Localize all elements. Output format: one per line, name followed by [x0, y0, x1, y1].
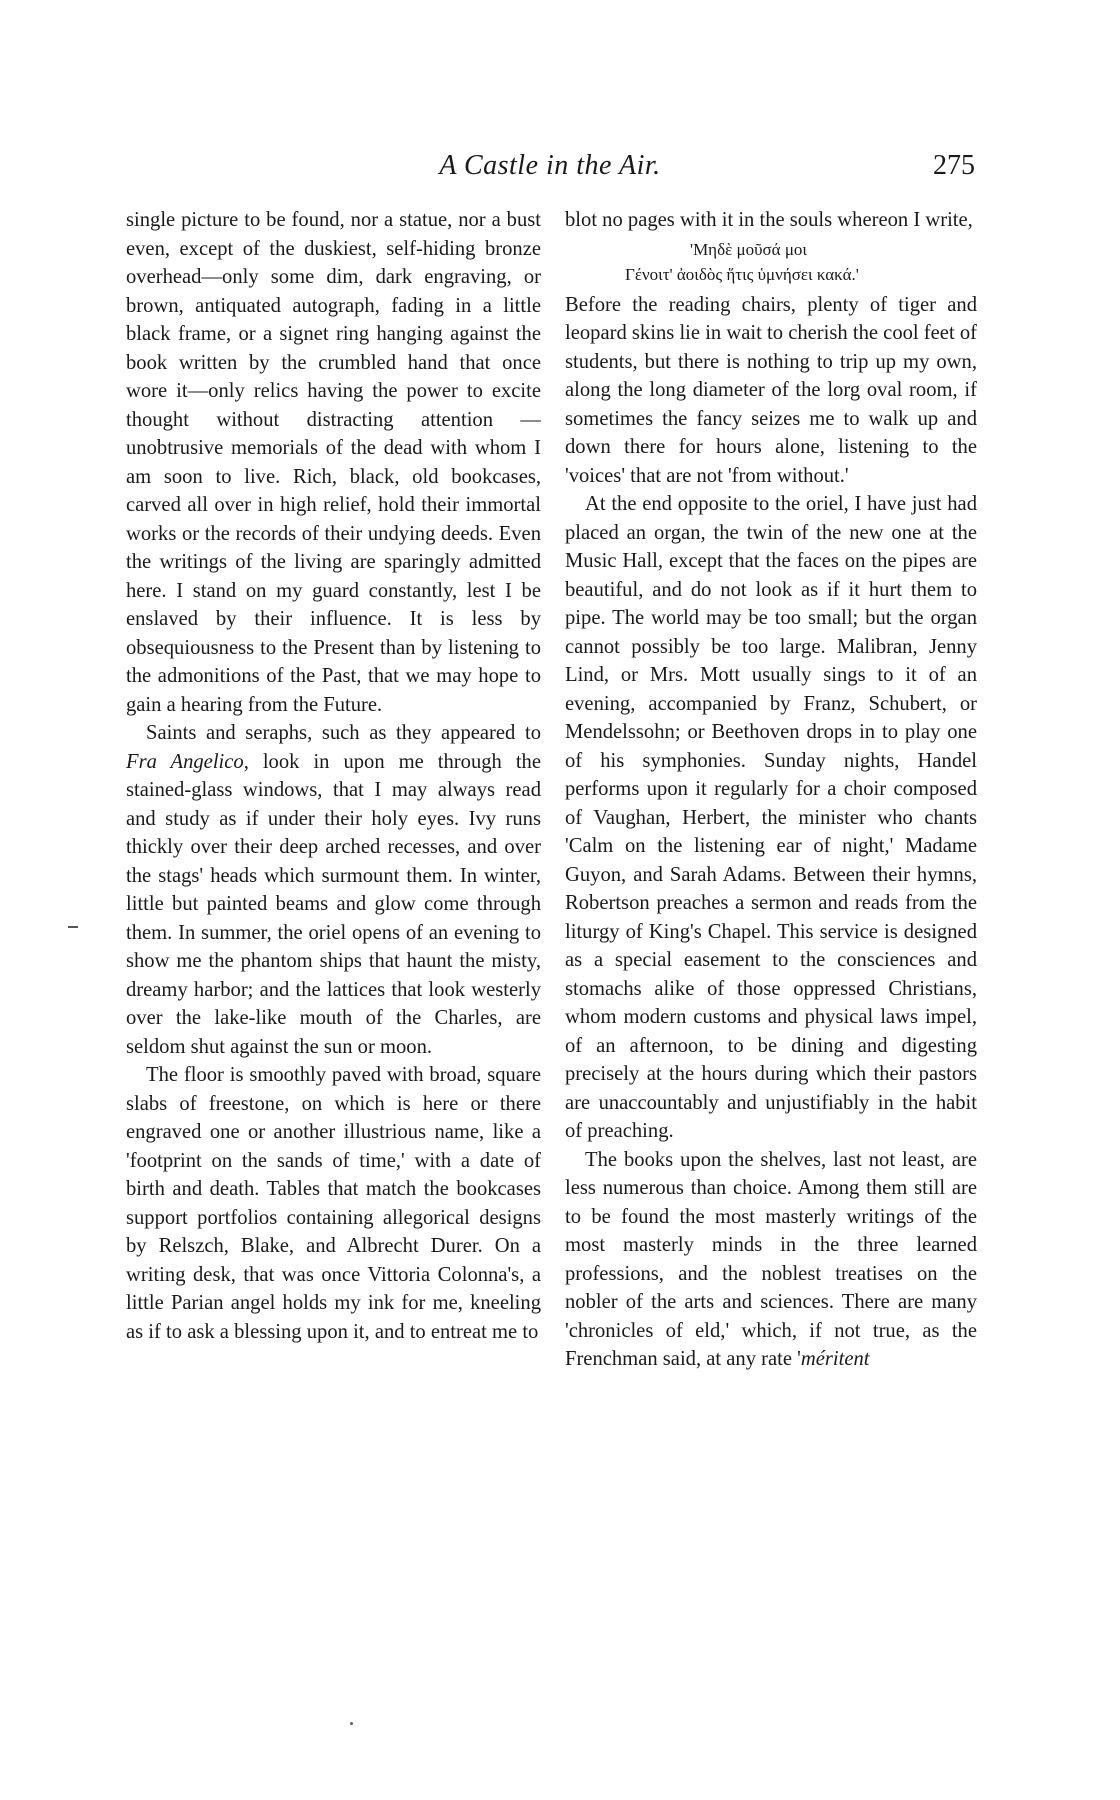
paragraph-text: The books upon the shelves, last not least, are less numerous than choice. Among them still are to be found the most masterly writings of the most masterly minds in the three learned professions, and the noblest treatises on the nobler of the arts and sciences. There are many 'chronicles of eld,' which, if not true, as the Frenchman said, at any rate '	[565, 1148, 977, 1370]
epigraph-line: 'Μηδὲ μοῦσά μοι	[690, 239, 808, 259]
left-column	[126, 206, 541, 1346]
epigraph-line: Γένοιτ' ἀοιδὸς ἥτις ὑμνήσει κακά.'	[625, 264, 859, 284]
paragraph-text: , look in upon me through the stained-glass windows, that I may always read and study as if under their holy eyes. Ivy runs thickly over their deep arched recesses, and over the stags' heads which surmount them. In winter, little but painted beams and glow come through them. In summer, the oriel opens of an evening to show me the phantom ships that haunt the misty, dreamy harbor; and the lattices that look westerly over the lake-like mouth of the Charles, are seldom shut against the sun or moon.	[126, 750, 541, 1058]
running-title: A Castle in the Air.	[439, 150, 661, 181]
paragraph: Before the reading chairs, plenty of tiger and leopard skins lie in wait to cherish the cool feet of students, but there is nothing to trip up my own, along the long diameter of the lorg oval room, if sometimes the fancy seizes me to walk up and down there for hours alone, listening to the 'voices' that are not 'from without.'	[565, 293, 977, 487]
paragraph	[565, 1146, 977, 1374]
margin-mark	[68, 926, 78, 928]
italic-text: Fra Angelico	[126, 750, 244, 773]
page-number: 275	[933, 150, 975, 181]
paragraph: The floor is smoothly paved with broad, square slabs of freestone, on which is here or there engraved one or another illustrious name, like a 'footprint on the sands of time,' with a date of birth and death. Tables that match the bookcases support portfolios containing allegorical designs by Relszch, Blake, and Albrecht Durer. On a writing desk, that was once Vittoria Colonna's, a little Parian angel holds my ink for me, kneeling as if to ask a blessing upon it, and to entreat me to	[126, 1064, 541, 1343]
paragraph: At the end opposite to the oriel, I have just had placed an organ, the twin of the new one at the Music Hall, except that the faces on the pipes are beautiful, and do not look as if it hurt them to pipe. The world may be too small; but the organ cannot possibly be too large. Malibran, Jenny Lind, or Mrs. Mott usually sings to it of an evening, accompanied by Franz, Schubert, or Mendelssohn; or Beethoven drops in to play one of his symphonies. Sunday nights, Handel performs upon it regularly for a choir composed of Vaughan, Herbert, the minister who chants 'Calm on the listening ear of night,' Madame Guyon, and Sarah Adams. Between their hymns, Robertson preaches a sermon and reads from the liturgy of King's Chapel. This service is designed as a special easement to the consciences and stomachs alike of those oppressed Christians, whom modern customs and physical laws impel, of an afternoon, to be dining and digesting precisely at the hours during which their pastors are unaccountably and unjustifiably in the habit of preaching.	[565, 493, 977, 1142]
italic-text: méritent	[800, 1348, 870, 1370]
paragraph-text: Saints and seraphs, such as they appeared to	[146, 722, 541, 744]
page-speck	[350, 1722, 353, 1725]
page-header	[125, 150, 975, 190]
greek-epigraph	[565, 237, 977, 287]
right-column	[565, 206, 977, 1374]
paragraph: single picture to be found, nor a statue, nor a bust even, except of the duskiest, self-hiding bronze overhead—only some dim, dark engraving, or brown, antiquated autograph, fading in a little black frame, or a signet ring hanging against the book written by the crumbled hand that once wore it—only relics having the power to excite thought without distracting attention —unobtrusive memorials of the dead with whom I am soon to live. Rich, black, old bookcases, carved all over in high relief, hold their immortal works or the records of their undying deeds. Even the writings of the living are sparingly admitted here. I stand on my guard constantly, lest I be enslaved by their influence. It is less by obsequiousness to the Present than by listening to the admonitions of the Past, that we may hope to gain a hearing from the Future.	[126, 209, 541, 716]
paragraph: blot no pages with it in the souls whereon I write,	[565, 209, 973, 231]
paragraph	[126, 719, 541, 1061]
